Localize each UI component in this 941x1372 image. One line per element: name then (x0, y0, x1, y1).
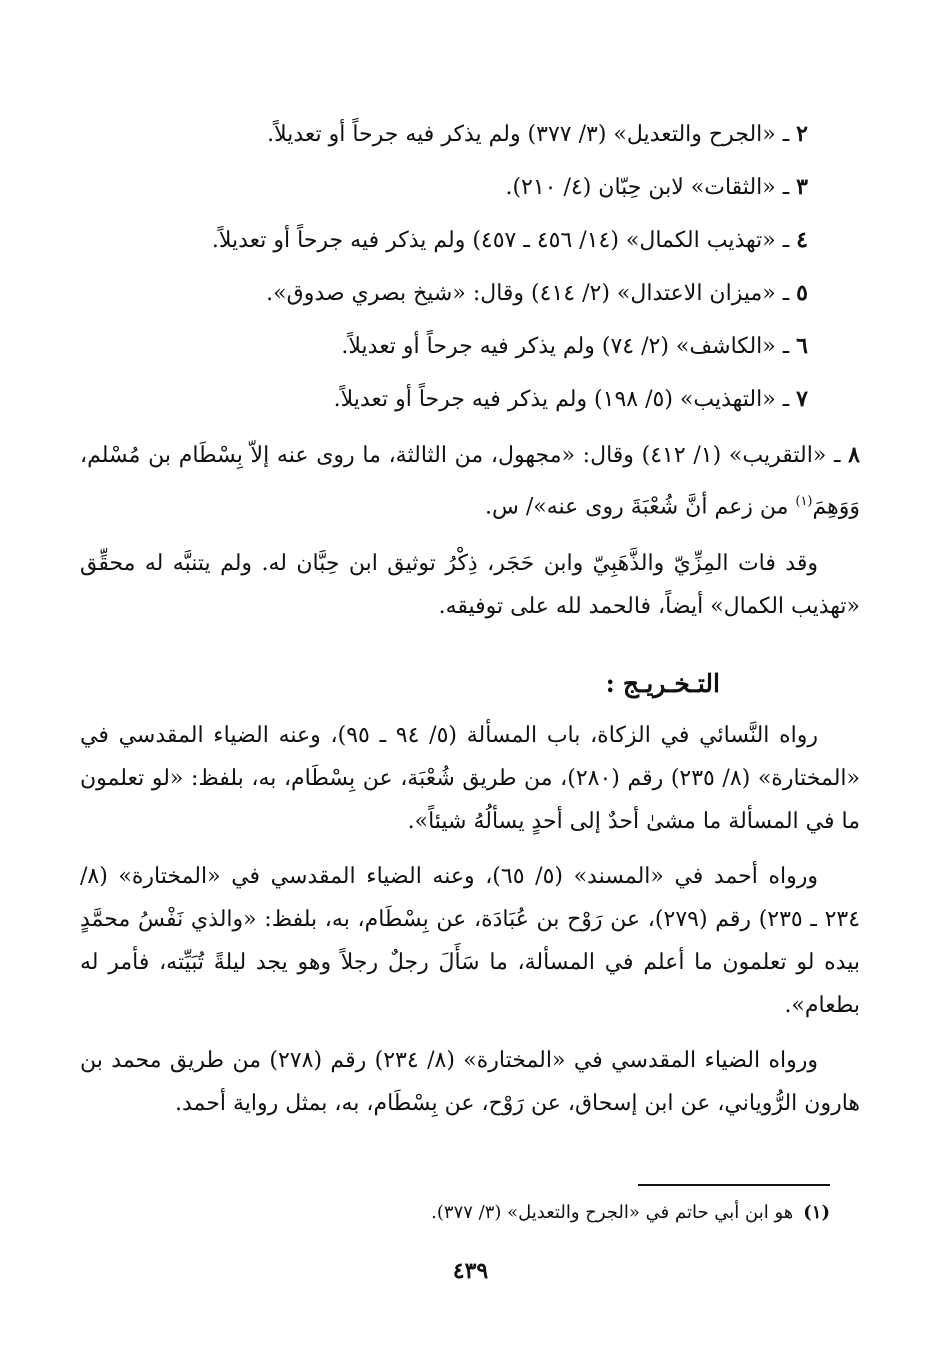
item-text: «التقريب» (١/ ٤١٢) وقال: «مجهول، من الثالثة، ما روى عنه إلاّ بِسْطَام بن مُسْلم، وَوَهِمَ (80, 443, 860, 520)
item-text-continued: من زعم أنَّ شُعْبَةَ روى عنه»/ س. (484, 494, 796, 520)
list-item: ٦ ـ «الكاشف» (٢/ ٧٤) ولم يذكر فيه جرحاً أو تعديلاً. (341, 333, 808, 359)
item-number: ٤ (796, 227, 808, 253)
item-text: «ميزان الاعتدال» (٢/ ٤١٤) وقال: «شيخ بصري صدوق». (266, 281, 776, 306)
item-text: «الثقات» لابن حِبّان (٤/ ٢١٠). (505, 175, 776, 200)
takhrij-paragraph-nasai: رواه النَّسائي في الزكاة، باب المسألة (٥/ ٩٤ ـ ٩٥)، وعنه الضياء المقدسي في «المختارة» (٨/ ٢٣٥) رقم (٢٨٠)، من طريق شُعْبَة، عن بِسْطَام، به، بلفظ: «لو تعلمون ما في المسألة ما مشىٰ أحدٌ إلى أحدٍ يسألُهُ شيئاً». (80, 723, 860, 835)
list-item: ٥ ـ «ميزان الاعتدال» (٢/ ٤١٤) وقال: «شيخ بصري صدوق». (266, 280, 808, 306)
takhrij-paragraph-diya: ورواه الضياء المقدسي في «المختارة» (٨/ ٢٣٤) رقم (٢٧٨) من طريق محمد بن هارون الرُّوياني، عن ابن إسحاق، عن رَوْح، عن بِسْطَام، به، بمثل رواية أحمد. (80, 1048, 860, 1117)
item-number: ٢ (796, 121, 808, 147)
item-number: ٧ (796, 386, 808, 412)
item-text: «التهذيب» (٥/ ١٩٨) ولم يذكر فيه جرحاً أو تعديلاً. (333, 387, 776, 412)
footnote-text: هو ابن أبي حاتم في «الجرح والتعديل» (٣/ ٣٧٧). (431, 1202, 794, 1223)
item-text: «الكاشف» (٢/ ٧٤) ولم يذكر فيه جرحاً أو تعديلاً. (341, 334, 776, 359)
item-number: ٣ (796, 174, 808, 200)
takhrij-paragraph-ahmad: ورواه أحمد في «المسند» (٥/ ٦٥)، وعنه الضياء المقدسي في «المختارة» (٨/ ٢٣٤ ـ ٢٣٥) رقم (٢٧٩)، عن رَوْح بن عُبَادَة، عن بِسْطَام، به، بلفظ: «والذي نَفْسُ محمَّدٍ بيده لو تعلمون ما أعلم في المسألة، ما سَأَلَ رجلٌ رجلاً وهو يجد ليلةً تُبَيِّته، فأمر له بطعام». (80, 864, 861, 1019)
footnote (300, 1196, 830, 1230)
list-item: ٢ ـ «الجرح والتعديل» (٣/ ٣٧٧) ولم يذكر فيه جرحاً أو تعديلاً. (267, 121, 808, 147)
sources-list (80, 108, 860, 530)
footnote-reference[interactable]: (١) (795, 494, 813, 509)
heading-colon: : (605, 669, 615, 699)
page-number: ٤٣٩ (452, 1258, 489, 1284)
item-text: «الجرح والتعديل» (٣/ ٣٧٧) ولم يذكر فيه جرحاً أو تعديلاً. (267, 122, 776, 147)
note-paragraph: وقد فات المِزِّيّ والذَّهَبِيّ وابن حَجَر، ذِكْرُ توثيق ابن حِبَّان له. ولم يتنبَّه له محقِّق «تهذيب الكمال» أيضاً، فالحمد لله على توفيقه. (80, 551, 860, 620)
item-number: ٨ (848, 442, 860, 468)
item-number: ٦ (796, 333, 808, 359)
list-item: ٤ ـ «تهذيب الكمال» (١٤/ ٤٥٦ ـ ٤٥٧) ولم يذكر فيه جرحاً أو تعديلاً. (211, 227, 808, 253)
footnote-number: (١) (803, 1202, 830, 1223)
page-body (80, 108, 860, 1125)
footnote-divider (638, 1184, 830, 1186)
item-text: «تهذيب الكمال» (١٤/ ٤٥٦ ـ ٤٥٧) ولم يذكر فيه جرحاً أو تعديلاً. (211, 228, 776, 253)
item-number: ٥ (796, 280, 808, 306)
list-item: ٧ ـ «التهذيب» (٥/ ١٩٨) ولم يذكر فيه جرحاً أو تعديلاً. (333, 386, 808, 412)
list-item: ٣ ـ «الثقات» لابن حِبّان (٤/ ٢١٠). (505, 174, 808, 200)
heading-text: التـخـريـج (622, 669, 720, 699)
takhrij-heading (80, 662, 860, 706)
list-item-taqrib: ٨ ـ «التقريب» (١/ ٤١٢) وقال: «مجهول، من الثالثة، ما روى عنه إلاّ بِسْطَام بن مُسْلم، وَوَهِمَ$^{(١)}$ من زعم أنَّ شُعْبَةَ روى عنه»/ س. (80, 442, 860, 520)
